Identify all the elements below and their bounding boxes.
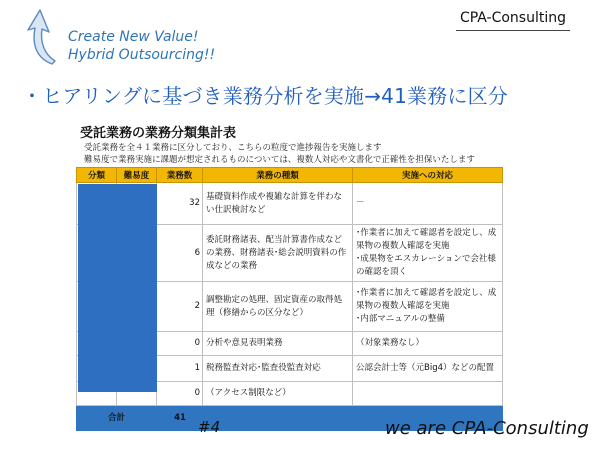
count-cell: 0 [157, 332, 203, 356]
header-difficulty: 難易度 [117, 168, 157, 183]
response-cell: － [353, 183, 503, 225]
task-type-cell: 調整勘定の処理、固定資産の取得処理（修繕からの区分など） [203, 282, 353, 332]
total-count: 41 [157, 406, 203, 431]
count-cell: 32 [157, 183, 203, 225]
task-type-cell: 基礎資料作成や複雑な計算を伴わない仕訳検討など [203, 183, 353, 225]
company-underline [456, 30, 570, 31]
table-title: 受託業務の業務分類集計表 [80, 126, 237, 141]
task-type-cell: 分析や意見表明業務 [203, 332, 353, 356]
response-cell: ･作業者に加えて確認者を設定し、成果物の複数人確認を実施 ･内部マニュアルの整備 [353, 282, 503, 332]
header-count: 業務数 [157, 168, 203, 183]
table-note-1: 受託業務を全４１業務に区分しており、こちらの粒度で進捗報告を実施します [84, 143, 382, 153]
slide-headline: ・ヒアリングに基づき業務分析を実施→41業務に区分 [22, 84, 509, 108]
count-cell: 6 [157, 225, 203, 282]
total-empty-cell [203, 406, 353, 431]
tagline-line1: Create New Value! [68, 29, 199, 45]
response-cell [353, 382, 503, 406]
company-name: CPA-Consulting [459, 10, 566, 26]
header-response: 実施への対応 [353, 168, 503, 183]
table-note-2: 難易度で業務実施に課題が想定されるものについては、複数人対応や文書化で正確性を担保いたします [84, 155, 475, 165]
total-label: 合計 [77, 406, 157, 431]
redaction-block [78, 184, 157, 392]
table-header-row [77, 168, 503, 183]
task-type-cell: （アクセス制限など） [203, 382, 353, 406]
count-cell: 0 [157, 382, 203, 406]
task-type-cell: 委託財務諸表、配当計算書作成などの業務、財務諸表･総会説明資料の作成などの業務 [203, 225, 353, 282]
tagline [68, 28, 215, 64]
response-cell: 公認会計士等（元Big4）などの配置 [353, 356, 503, 382]
page-number: #4 [198, 418, 221, 436]
tagline-line2: Hybrid Outsourcing!! [68, 47, 216, 63]
response-cell: （対象業務なし） [353, 332, 503, 356]
count-cell: 2 [157, 282, 203, 332]
response-cell: ･作業者に加えて確認者を設定し、成果物の複数人確認を実施 ･成果物をエスカレーションで会社様の確認を頂く [353, 225, 503, 282]
footer-brand: we are CPA-Consulting [385, 418, 589, 439]
header-task-type: 業務の種類 [203, 168, 353, 183]
header-category: 分類 [77, 168, 117, 183]
task-type-cell: 税務監査対応･監査役監査対応 [203, 356, 353, 382]
curved-up-arrow-icon [22, 8, 56, 66]
count-cell: 1 [157, 356, 203, 382]
